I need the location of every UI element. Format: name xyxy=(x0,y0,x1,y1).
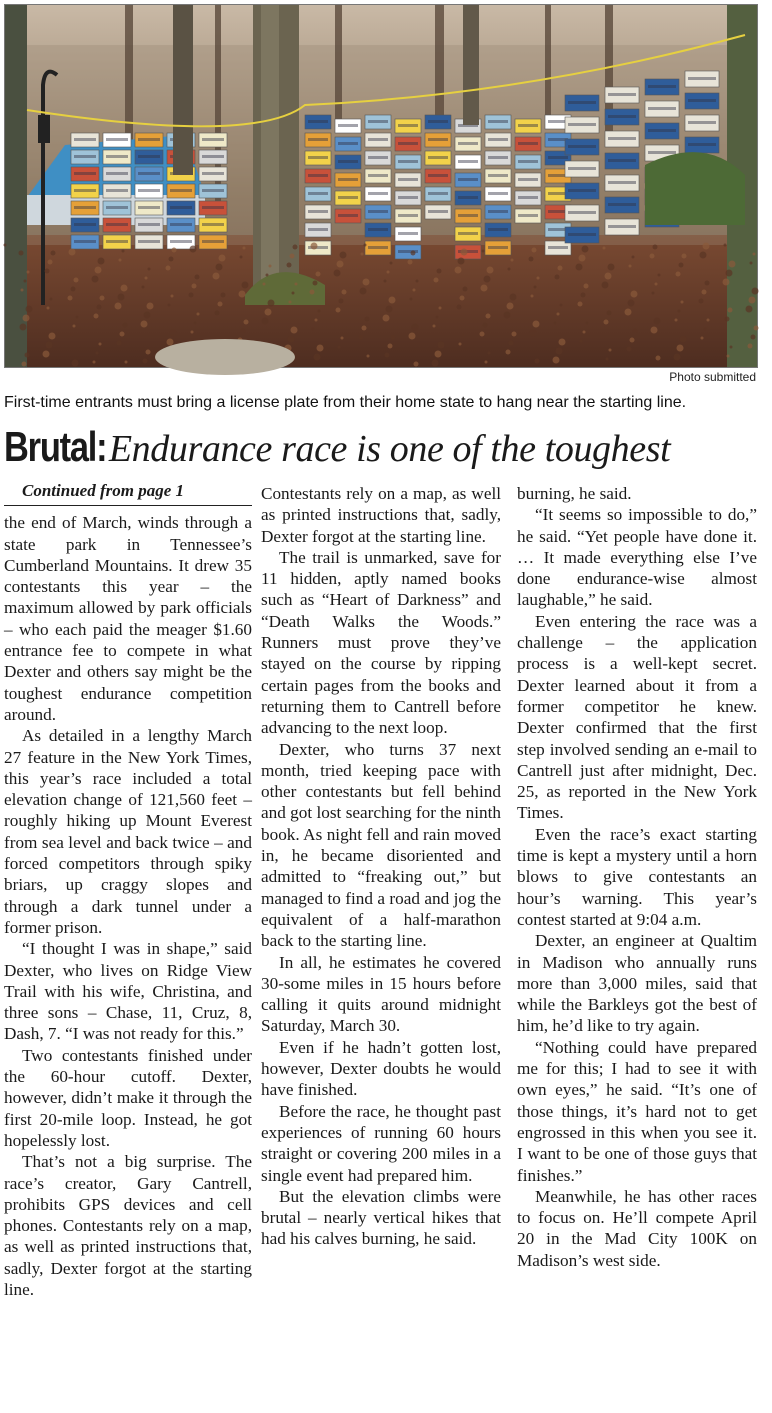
article-column-2 xyxy=(261,483,501,1249)
paragraph: The trail is unmarked, save for 11 hidden, aptly named books such as “Heart of Darkness” and “Death Walks the Woods.” Runners must prove they’ve stayed on the course by ripping certain pages from the books and returning them to Cantrell before advancing to the next loop. xyxy=(261,547,501,738)
paragraph: “Nothing could have prepared me for this; I had to see it with own eyes,” he said. “It’s one of those things, it’s hard not to get engrossed in this when you see it. I want to be one of those guys that finishes.” xyxy=(517,1037,757,1185)
paragraph: “It seems so impossible to do,” he said. “Yet people have done it. … It made everything else I’ve done endurance-wise almost laughable,” he said. xyxy=(517,505,757,610)
paragraph: Even if he hadn’t gotten lost, however, Dexter doubts he would have finished. xyxy=(261,1037,501,1100)
paragraph: the end of March, winds through a state park in Tennessee’s Cumberland Mountains. It drew 35 contestants this year – the maximum allowed by park officials – who each paid the meager $1.60 entrance fee to compete in what Dexter and others say might be the toughest endurance competition around. xyxy=(4,513,252,724)
paragraph: Contestants rely on a map, as well as printed instructions that, sadly, Dexter forgot at the starting line. xyxy=(261,484,501,546)
photo-caption: First-time entrants must bring a license plate from their home state to hang near the starting line. xyxy=(4,394,687,411)
paragraph: In all, he estimates he covered 30-some miles in 15 hours before calling it quits around midnight Saturday, March 30. xyxy=(261,952,501,1036)
paragraph: burning, he said. xyxy=(517,484,632,503)
article-column-1 xyxy=(4,480,252,1299)
paragraph: Even the race’s exact starting time is kept a mystery until a horn blows to give contestants an hour’s warning. This year’s contest started at 9:04 a.m. xyxy=(517,824,757,929)
continued-line: Continued from page 1 xyxy=(4,480,252,506)
paragraph: Even entering the race was a challenge – the application process is a well-kept secret. Dexter learned about it from a former competitor he knew. Dexter confirmed that the first step involved sending an e-mail to Cantrell just after midnight, Dec. 25, as reported in the New York Times. xyxy=(517,611,757,823)
headline-kicker: Brutal: xyxy=(4,423,107,470)
article-column-3 xyxy=(517,483,757,1271)
headline-deck: Endurance race is one of the toughest xyxy=(108,428,671,470)
photo-credit: Photo submitted xyxy=(669,370,756,384)
paragraph: Before the race, he thought past experiences of running 60 hours straight or covering 200 miles in a single event had prepared him. xyxy=(261,1101,501,1185)
paragraph: Dexter, an engineer at Qualtim in Madison who annually runs more than 3,000 miles, said that while the Barkleys got the best of him, he’d like to try again. xyxy=(517,931,757,1036)
paragraph: Two contestants finished under the 60-hour cutoff. Dexter, however, didn’t make it through the first 20-mile loop. Instead, he got hopelessly lost. xyxy=(4,1045,252,1150)
license-plates-photo xyxy=(4,4,758,368)
paragraph: “I thought I was in shape,” said Dexter, who lives on Ridge View Trail with his wife, Christina, and three sons – Chase, 11, Cruz, 8, Dash, 7. “I was not ready for this.” xyxy=(4,939,252,1044)
paragraph: As detailed in a lengthy March 27 feature in the New York Times, this year’s race included a total elevation change of 121,560 feet – roughly hiking up Mount Everest from sea level and back twice – and forced competitors through spiky briars, up craggy slopes and through a dark tunnel under a former prison. xyxy=(4,726,252,937)
paragraph: That’s not a big surprise. The race’s creator, Gary Cantrell, prohibits GPS devices and cell phones. Contestants rely on a map, as well as printed instructions that, sadly, Dexter forgot at the starting line. xyxy=(4,1152,252,1299)
paragraph: Meanwhile, he has other races to focus on. He’ll compete April 20 in the Mad City 100K on Madison’s west side. xyxy=(517,1186,757,1270)
paragraph: But the elevation climbs were brutal – nearly vertical hikes that had his calves burning, he said. xyxy=(261,1186,501,1249)
paragraph: Dexter, who turns 37 next month, tried keeping pace with other contestants but fell behind and got lost searching for the ninth book. As night fell and rain moved in, he became disoriented and admitted to “freaking out,” but managed to find a road and jog the equivalent of a half-marathon back to the starting line. xyxy=(261,739,501,951)
headline xyxy=(4,423,768,470)
